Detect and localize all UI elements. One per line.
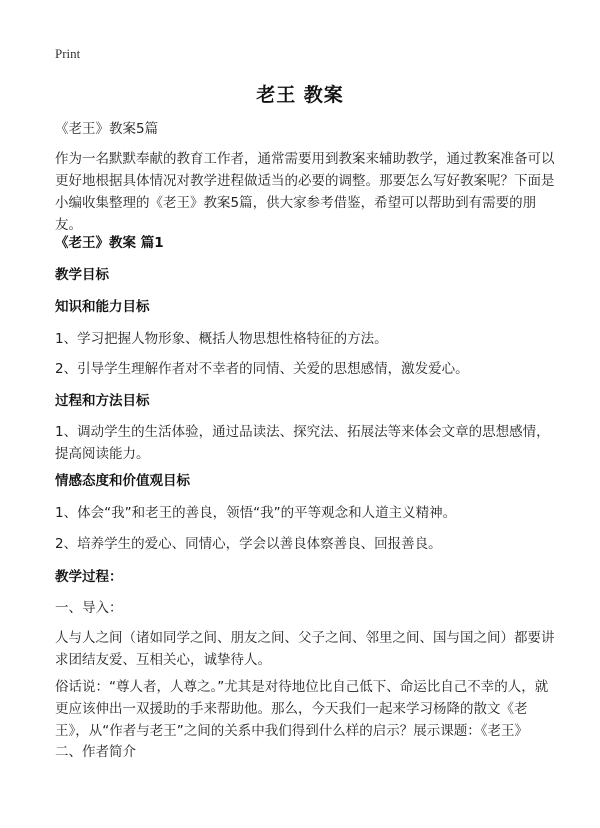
paragraph-2: 俗话说：“尊人者，人尊之。”尤其是对待地位比自己低下、命运比自己不幸的人，就更应该伸出一双援助的手来帮助他。那么，今天我们一起来学习杨降的散文《老王》，从“作者与老王”之间的关系中我们得到什么样的启示？展示课题：《老王》 <box>55 679 549 739</box>
emotion-goals-heading: 情感态度和价值观目标 <box>55 473 190 489</box>
intro-paragraph: 作为一名默默奉献的教育工作者，通常需要用到教案来辅助教学，通过教案准备可以更好地根据具体情况对教学进程做适当的必要的调整。那要怎么写好教案呢？下面是小编收集整理的《老王》教案5篇，供大家参考借鉴，希望可以帮助到有需要的朋友。 <box>55 151 555 233</box>
step-heading-intro: 一、导入： <box>55 600 123 616</box>
knowledge-item-1: 1、学习把握人物形象、概括人物思想性格特征的方法。 <box>55 331 388 347</box>
knowledge-item-2: 2、引导学生理解作者对不幸者的同情、关爱的思想感情，激发爱心。 <box>55 361 469 377</box>
section-heading: 《老王》教案 篇1 <box>55 235 164 251</box>
emotion-item-2: 2、培养学生的爱心、同情心，学会以善良体察善良、回报善良。 <box>55 536 442 552</box>
process-goals-heading: 过程和方法目标 <box>55 393 150 409</box>
document-subtitle: 《老王》教案5篇 <box>55 121 159 137</box>
knowledge-goals-heading: 知识和能力目标 <box>55 299 150 315</box>
paragraph-1: 人与人之间（诸如同学之间、朋友之间、父子之间、邻里之间、国与国之间）都要讲求团结友爱、互相关心，诚挚待人。 <box>55 630 555 668</box>
page-title: 老王 教案 <box>256 84 344 106</box>
step-heading-author: 二、作者简介 <box>55 744 136 760</box>
emotion-item-1: 1、体会“我”和老王的善良，领悟“我”的平等观念和人道主义精神。 <box>55 505 457 521</box>
teaching-goals-heading: 教学目标 <box>55 267 109 283</box>
print-label: Print <box>55 46 81 61</box>
process-item-1: 1、调动学生的生活体验，通过品读法、探究法、拓展法等来体会文章的思想感情，提高阅读能力。 <box>55 424 550 462</box>
teaching-process-heading: 教学过程： <box>55 569 123 585</box>
